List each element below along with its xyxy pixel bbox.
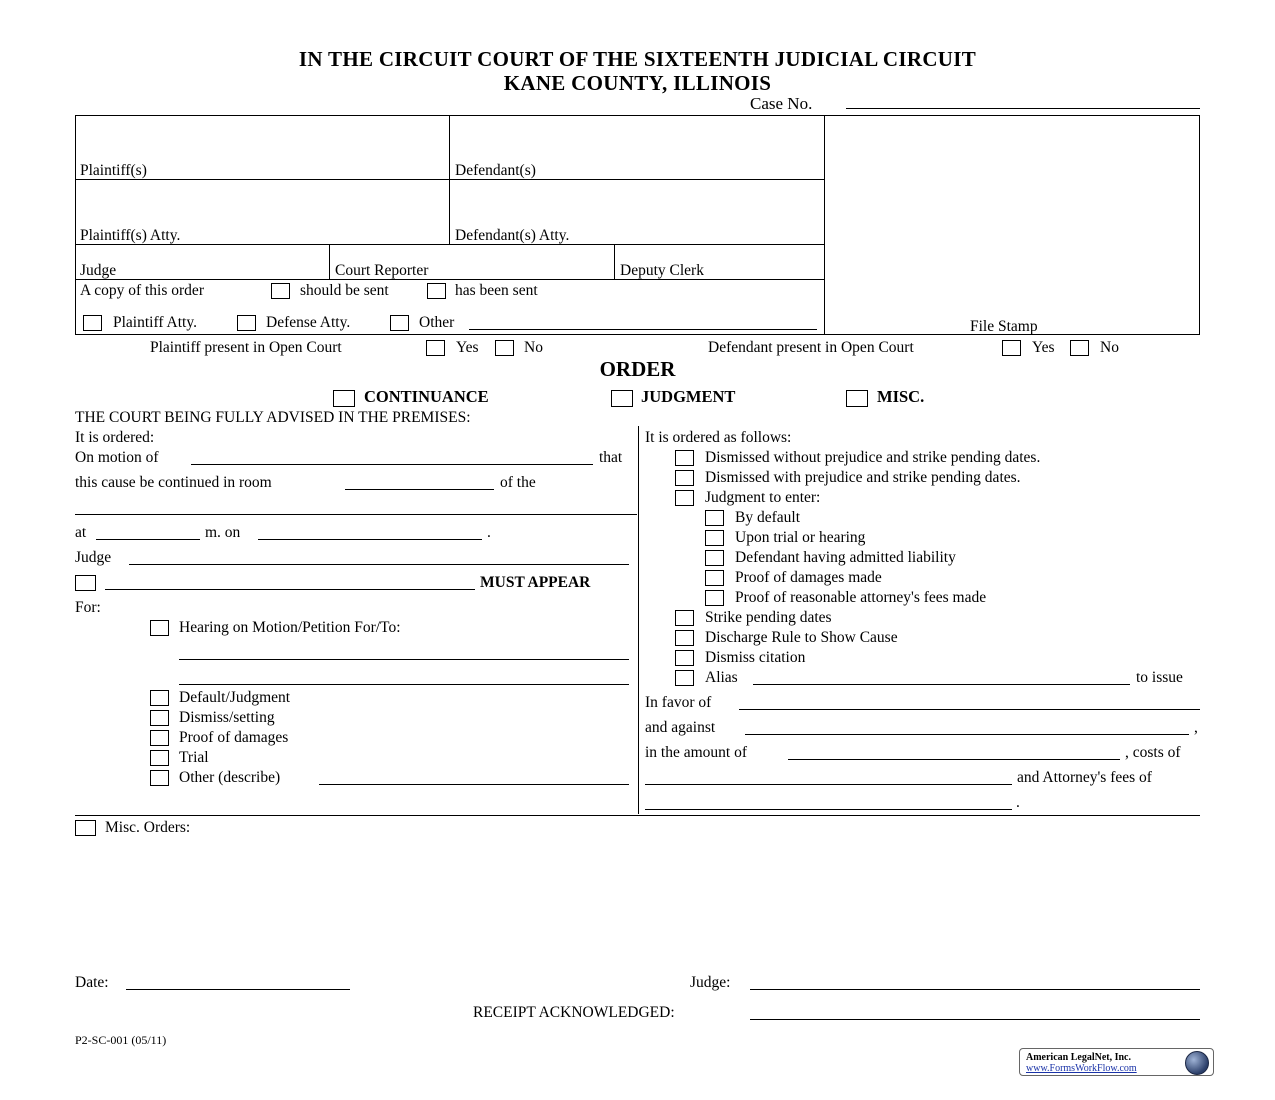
upon-trial-label: Upon trial or hearing xyxy=(735,529,866,546)
to-issue-label: to issue xyxy=(1136,669,1183,686)
must-appear-line[interactable] xyxy=(105,589,475,590)
hearing-label: Hearing on Motion/Petition For/To: xyxy=(179,619,401,636)
discharge-rule-label: Discharge Rule to Show Cause xyxy=(705,629,898,646)
copy-label: A copy of this order xyxy=(80,282,204,299)
default-judgment-label: Default/Judgment xyxy=(179,689,291,706)
misc-orders-label: Misc. Orders: xyxy=(105,819,191,836)
room-line[interactable] xyxy=(345,489,494,490)
plaintiff-atty-cb-label: Plaintiff Atty. xyxy=(113,314,197,331)
should-be-sent-checkbox[interactable] xyxy=(271,283,290,299)
by-default-checkbox[interactable] xyxy=(705,510,724,526)
defendant-atty-label: Defendant(s) Atty. xyxy=(455,227,570,244)
amount-line[interactable] xyxy=(788,759,1120,760)
must-appear-checkbox[interactable] xyxy=(75,575,96,591)
alias-checkbox[interactable] xyxy=(675,670,694,686)
receipt-line[interactable] xyxy=(750,1019,1200,1020)
globe-icon xyxy=(1185,1051,1209,1075)
defendant-label: Defendant(s) xyxy=(455,162,536,179)
row-divider-3 xyxy=(75,279,824,280)
attorneys-fees-line[interactable] xyxy=(645,809,1012,810)
plaintiff-atty-checkbox[interactable] xyxy=(83,315,102,331)
judge-divider xyxy=(329,244,330,279)
plaintiff-no-checkbox[interactable] xyxy=(495,340,514,356)
of-the-label: of the xyxy=(500,474,536,491)
proof-damages-made-checkbox[interactable] xyxy=(705,570,724,586)
judgment-label: JUDGMENT xyxy=(641,387,736,406)
continued-in-room-label: this cause be continued in room xyxy=(75,474,272,491)
attorneys-fees-label: and Attorney's fees of xyxy=(1017,769,1152,786)
dismiss-setting-checkbox[interactable] xyxy=(150,710,169,726)
file-stamp-label: File Stamp xyxy=(970,318,1038,335)
case-no-label: Case No. xyxy=(750,94,813,113)
discharge-rule-checkbox[interactable] xyxy=(675,630,694,646)
left-judge-line[interactable] xyxy=(129,564,629,565)
ordered-as-follows-label: It is ordered as follows: xyxy=(645,429,792,446)
and-against-label: and against xyxy=(645,719,716,736)
plaintiff-atty-label: Plaintiff(s) Atty. xyxy=(80,227,181,244)
caption-table xyxy=(75,115,1200,335)
period-label: . xyxy=(487,524,491,541)
footer-judge-label: Judge: xyxy=(690,974,731,991)
proof-of-damages-label: Proof of damages xyxy=(179,729,289,746)
that-label: that xyxy=(599,449,623,466)
amount-label: in the amount of xyxy=(645,744,748,761)
date-line[interactable] xyxy=(126,989,350,990)
row-divider-1 xyxy=(75,179,824,180)
dismissed-without-checkbox[interactable] xyxy=(675,450,694,466)
for-label: For: xyxy=(75,599,101,616)
has-been-sent-checkbox[interactable] xyxy=(427,283,446,299)
dismissed-with-label: Dismissed with prejudice and strike pending dates. xyxy=(705,469,1021,486)
defendant-present-label: Defendant present in Open Court xyxy=(708,339,914,356)
time-line[interactable] xyxy=(96,539,200,540)
plaintiff-yes-label: Yes xyxy=(456,339,479,356)
judge-label: Judge xyxy=(80,262,117,279)
strike-pending-checkbox[interactable] xyxy=(675,610,694,626)
m-on-label: m. on xyxy=(205,524,241,541)
in-favor-of-label: In favor of xyxy=(645,694,712,711)
should-be-sent-label: should be sent xyxy=(300,282,389,299)
defendant-admitted-checkbox[interactable] xyxy=(705,550,724,566)
defendant-no-checkbox[interactable] xyxy=(1070,340,1089,356)
logo-url[interactable]: www.FormsWorkFlow.com xyxy=(1026,1063,1137,1074)
order-title: ORDER xyxy=(599,357,676,381)
plaintiff-yes-checkbox[interactable] xyxy=(426,340,445,356)
left-judge-label: Judge xyxy=(75,549,112,566)
american-legalnet-logo[interactable] xyxy=(1019,1048,1214,1076)
defense-atty-cb-label: Defense Atty. xyxy=(266,314,351,331)
form-code: P2-SC-001 (05/11) xyxy=(75,1033,167,1047)
reporter-divider xyxy=(614,244,615,279)
court-title: IN THE CIRCUIT COURT OF THE SIXTEENTH JUDICIAL CIRCUIT xyxy=(298,47,977,71)
location-line[interactable] xyxy=(75,514,637,515)
case-no-line[interactable] xyxy=(846,108,1200,109)
and-against-comma: , xyxy=(1194,719,1198,736)
other-describe-label: Other (describe) xyxy=(179,769,281,786)
by-default-label: By default xyxy=(735,509,800,526)
on-motion-of-label: On motion of xyxy=(75,449,159,466)
misc-checkbox[interactable] xyxy=(846,390,868,407)
county-title: KANE COUNTY, ILLINOIS xyxy=(503,71,772,95)
proof-damages-made-label: Proof of damages made xyxy=(735,569,882,586)
hearing-line-2[interactable] xyxy=(179,684,629,685)
costs-line[interactable] xyxy=(645,784,1012,785)
misc-label: MISC. xyxy=(877,387,925,406)
advised-label: THE COURT BEING FULLY ADVISED IN THE PREMISES: xyxy=(75,409,471,426)
upon-trial-checkbox[interactable] xyxy=(705,530,724,546)
other-checkbox[interactable] xyxy=(390,315,409,331)
costs-of-label: , costs of xyxy=(1125,744,1181,761)
attorneys-fees-period: . xyxy=(1016,794,1020,811)
dismissed-with-checkbox[interactable] xyxy=(675,470,694,486)
dismiss-citation-label: Dismiss citation xyxy=(705,649,806,666)
plaintiff-present-label: Plaintiff present in Open Court xyxy=(150,339,342,356)
other-cb-label: Other xyxy=(419,314,455,331)
defendant-admitted-label: Defendant having admitted liability xyxy=(735,549,956,566)
date-label: Date: xyxy=(75,974,109,991)
judgment-checkbox[interactable] xyxy=(611,390,633,407)
dismiss-citation-checkbox[interactable] xyxy=(675,650,694,666)
date-on-line[interactable] xyxy=(258,539,482,540)
defense-atty-checkbox[interactable] xyxy=(237,315,256,331)
deputy-clerk-label: Deputy Clerk xyxy=(620,262,704,279)
defendant-yes-checkbox[interactable] xyxy=(1002,340,1021,356)
at-label: at xyxy=(75,524,87,541)
default-judgment-checkbox[interactable] xyxy=(150,690,169,706)
other-describe-checkbox[interactable] xyxy=(150,770,169,786)
dismissed-without-label: Dismissed without prejudice and strike pending dates. xyxy=(705,449,1041,466)
section-divider xyxy=(75,815,1200,816)
dismiss-setting-label: Dismiss/setting xyxy=(179,709,275,726)
alias-label: Alias xyxy=(705,669,738,686)
strike-pending-label: Strike pending dates xyxy=(705,609,832,626)
party-divider xyxy=(449,115,450,245)
court-reporter-label: Court Reporter xyxy=(335,262,429,279)
misc-orders-checkbox[interactable] xyxy=(75,820,96,836)
continuance-label: CONTINUANCE xyxy=(364,387,489,406)
plaintiff-no-label: No xyxy=(524,339,543,356)
on-motion-of-line[interactable] xyxy=(191,464,593,465)
defendant-yes-label: Yes xyxy=(1032,339,1055,356)
judgment-to-enter-checkbox[interactable] xyxy=(675,490,694,506)
file-stamp-divider xyxy=(824,115,825,335)
it-is-ordered-label: It is ordered: xyxy=(75,429,155,446)
hearing-checkbox[interactable] xyxy=(150,620,169,636)
receipt-label: RECEIPT ACKNOWLEDGED: xyxy=(473,1004,675,1021)
in-favor-of-line[interactable] xyxy=(739,709,1200,710)
trial-checkbox[interactable] xyxy=(150,750,169,766)
plaintiff-label: Plaintiff(s) xyxy=(80,162,147,179)
proof-of-damages-checkbox[interactable] xyxy=(150,730,169,746)
proof-fees-made-label: Proof of reasonable attorney's fees made xyxy=(735,589,987,606)
logo-name: American LegalNet, Inc. xyxy=(1026,1052,1131,1063)
column-divider xyxy=(638,426,639,814)
hearing-line-1[interactable] xyxy=(179,659,629,660)
trial-label: Trial xyxy=(179,749,209,766)
footer-judge-line[interactable] xyxy=(750,989,1200,990)
must-appear-label: MUST APPEAR xyxy=(480,574,591,591)
continuance-checkbox[interactable] xyxy=(333,390,355,407)
and-against-line[interactable] xyxy=(745,734,1189,735)
alias-line[interactable] xyxy=(753,684,1130,685)
other-describe-line[interactable] xyxy=(319,784,629,785)
other-line[interactable] xyxy=(469,329,817,330)
has-been-sent-label: has been sent xyxy=(455,282,538,299)
proof-fees-made-checkbox[interactable] xyxy=(705,590,724,606)
row-divider-2 xyxy=(75,244,824,245)
defendant-no-label: No xyxy=(1100,339,1119,356)
judgment-to-enter-label: Judgment to enter: xyxy=(705,489,821,506)
